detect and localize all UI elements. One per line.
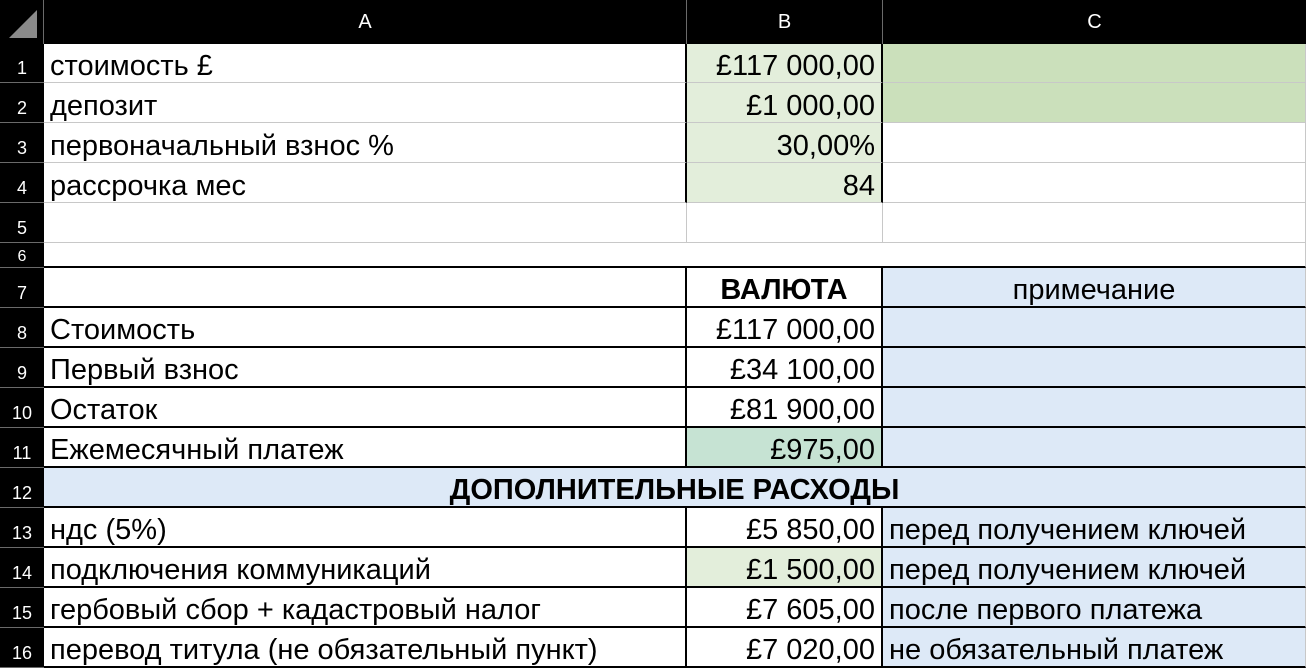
cell-a1[interactable]: стоимость £	[44, 44, 687, 83]
cell-c6[interactable]	[883, 243, 1306, 268]
cell-a12-merged[interactable]: ДОПОЛНИТЕЛЬНЫЕ РАСХОДЫ	[44, 468, 1306, 508]
cell-a16[interactable]: перевод титула (не обязательный пункт)	[44, 628, 687, 668]
sheet-row-6	[0, 243, 1306, 268]
row-header-1[interactable]: 1	[0, 44, 44, 83]
cell-c2[interactable]	[883, 83, 1306, 123]
column-header-bar	[0, 0, 1306, 44]
cell-c7[interactable]: примечание	[883, 268, 1306, 308]
column-header-b[interactable]: B	[687, 0, 883, 44]
cell-b6[interactable]	[687, 243, 883, 268]
sheet-row-2	[0, 83, 1306, 123]
row-header-15[interactable]: 15	[0, 588, 44, 628]
cell-c3[interactable]	[883, 123, 1306, 163]
cell-c9[interactable]	[883, 348, 1306, 388]
sheet-row-13	[0, 508, 1306, 548]
cell-c5[interactable]	[883, 203, 1306, 243]
cell-a10[interactable]: Остаток	[44, 388, 687, 428]
cell-b1[interactable]: £117 000,00	[687, 44, 883, 83]
row-header-6[interactable]: 6	[0, 243, 44, 268]
row-header-4[interactable]: 4	[0, 163, 44, 203]
sheet-row-15	[0, 588, 1306, 628]
row-header-12[interactable]: 12	[0, 468, 44, 508]
sheet-row-10	[0, 388, 1306, 428]
cell-b14[interactable]: £1 500,00	[687, 548, 883, 588]
cell-a11[interactable]: Ежемесячный платеж	[44, 428, 687, 468]
row-header-14[interactable]: 14	[0, 548, 44, 588]
row-header-7[interactable]: 7	[0, 268, 44, 308]
cell-a4[interactable]: рассрочка мес	[44, 163, 687, 203]
cell-c16[interactable]: не обязательный платеж	[883, 628, 1306, 668]
sheet-row-14	[0, 548, 1306, 588]
cell-b15[interactable]: £7 605,00	[687, 588, 883, 628]
row-header-13[interactable]: 13	[0, 508, 44, 548]
cell-c15[interactable]: после первого платежа	[883, 588, 1306, 628]
cell-c11[interactable]	[883, 428, 1306, 468]
cell-c8[interactable]	[883, 308, 1306, 348]
cell-a7[interactable]	[44, 268, 687, 308]
cell-b16[interactable]: £7 020,00	[687, 628, 883, 668]
cell-a5[interactable]	[44, 203, 687, 243]
sheet-row-1	[0, 44, 1306, 83]
sheet-row-4	[0, 163, 1306, 203]
sheet-row-9	[0, 348, 1306, 388]
select-all-corner[interactable]	[0, 0, 44, 44]
cell-b2[interactable]: £1 000,00	[687, 83, 883, 123]
cell-c14[interactable]: перед получением ключей	[883, 548, 1306, 588]
cell-c10[interactable]	[883, 388, 1306, 428]
row-header-10[interactable]: 10	[0, 388, 44, 428]
cell-c4[interactable]	[883, 163, 1306, 203]
sheet-row-11	[0, 428, 1306, 468]
cell-a8[interactable]: Стоимость	[44, 308, 687, 348]
cell-a14[interactable]: подключения коммуникаций	[44, 548, 687, 588]
row-header-11[interactable]: 11	[0, 428, 44, 468]
cell-b8[interactable]: £117 000,00	[687, 308, 883, 348]
cell-b3[interactable]: 30,00%	[687, 123, 883, 163]
sheet-row-5	[0, 203, 1306, 243]
row-header-8[interactable]: 8	[0, 308, 44, 348]
cell-a9[interactable]: Первый взнос	[44, 348, 687, 388]
select-all-icon	[9, 10, 37, 38]
sheet-row-3	[0, 123, 1306, 163]
cell-a6[interactable]	[44, 243, 687, 268]
cell-a2[interactable]: депозит	[44, 83, 687, 123]
row-header-16[interactable]: 16	[0, 628, 44, 668]
cell-a15[interactable]: гербовый сбор + кадастровый налог	[44, 588, 687, 628]
sheet-row-7	[0, 268, 1306, 308]
row-header-9[interactable]: 9	[0, 348, 44, 388]
column-header-c[interactable]: C	[1087, 10, 1102, 33]
row-header-2[interactable]: 2	[0, 83, 44, 123]
row-header-3[interactable]: 3	[0, 123, 44, 163]
cell-b13[interactable]: £5 850,00	[687, 508, 883, 548]
cell-c1[interactable]	[883, 44, 1306, 83]
column-header-a[interactable]: A	[44, 0, 687, 44]
cell-b4[interactable]: 84	[687, 163, 883, 203]
cell-b5[interactable]	[687, 203, 883, 243]
cell-b10[interactable]: £81 900,00	[687, 388, 883, 428]
cell-b7[interactable]: ВАЛЮТА	[687, 268, 883, 308]
cell-b9[interactable]: £34 100,00	[687, 348, 883, 388]
cell-a13[interactable]: ндс (5%)	[44, 508, 687, 548]
cell-a3[interactable]: первоначальный взнос %	[44, 123, 687, 163]
cell-c13[interactable]: перед получением ключей	[883, 508, 1306, 548]
sheet-row-16	[0, 628, 1306, 668]
sheet-row-12	[0, 468, 1306, 508]
cell-b11[interactable]: £975,00	[687, 428, 883, 468]
sheet-row-8	[0, 308, 1306, 348]
row-header-5[interactable]: 5	[0, 203, 44, 243]
